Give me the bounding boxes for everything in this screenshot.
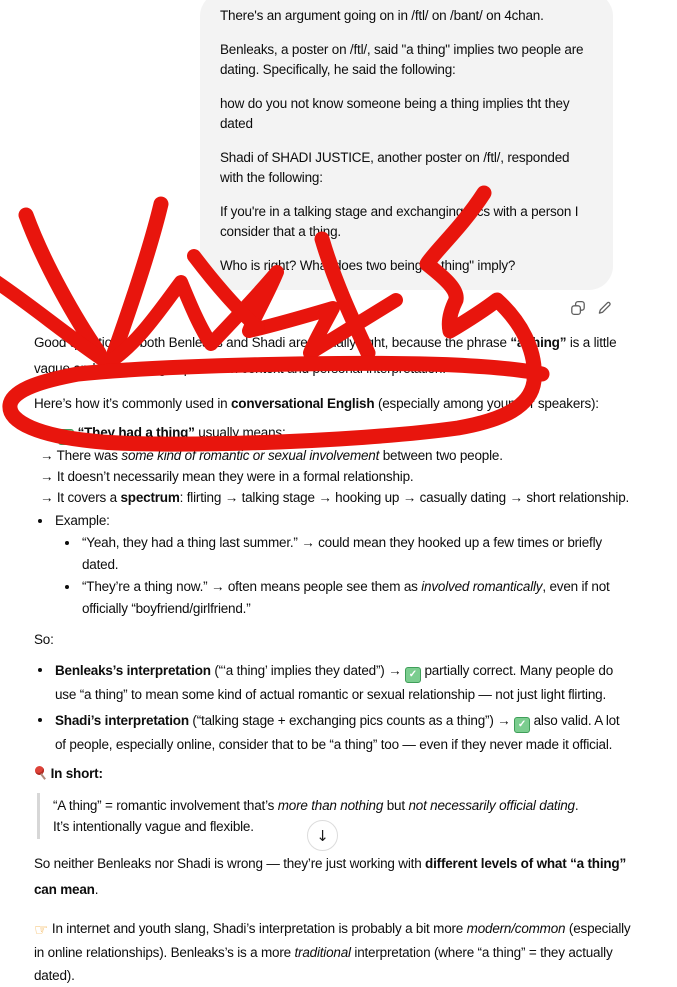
pointing-right-emoji: ☞: [34, 920, 49, 939]
thing-definition-line: → It doesn’t necessarily mean they were in a formal relationship.: [40, 469, 414, 484]
list-item: “Yeah, they had a thing last summer.” → could mean they hooked up a few times or briefly dated.: [61, 532, 633, 576]
bullet-dot: [38, 718, 42, 722]
blockquote-line: “A thing” = romantic involvement that’s more than nothing but not necessarily official dating.: [53, 798, 579, 813]
list-item: “They’re a thing now.” → often means people see them as involved romantically, even if not officially “boyfriend/girlfriend.”: [61, 576, 633, 620]
list-item-benleaks-interpretation: Benleaks’s interpretation (“‘a thing’ implies they dated”) → ✓ partially correct. Many people do use “a thing” to mean some kind of actual romantic or sexual relationship — not just light flirting.: [34, 659, 633, 706]
copy-icon: [570, 300, 586, 316]
bullet-dot: [65, 585, 69, 589]
list-item-shadi-interpretation: Shadi’s interpretation (“talking stage + exchanging pics counts as a thing”) → ✓ also valid. A lot of people, especially online, consider that to be “a thing” too — even if they never made it official.: [34, 709, 633, 756]
thing-definition-line: → There was some kind of romantic or sexual involvement between two people.: [40, 448, 503, 463]
assistant-paragraph-intro: Good question — both Benleaks and Shadi are partially right, because the phrase “a thing” is a little vague and its meaning depends on context and personal interpretation.: [34, 335, 617, 376]
edit-button[interactable]: [597, 300, 613, 316]
thing-definition-line: → It covers a spectrum: flirting → talking stage → hooking up → casually dating → short relationship.: [40, 490, 630, 505]
edit-icon: [597, 300, 613, 316]
thing-definition-block: [40, 422, 633, 508]
user-paragraph: Benleaks, a poster on /ftl/, said "a thing" implies two people are dating. Specifically, he said the following:: [220, 42, 584, 77]
interpretation-list: [34, 659, 633, 756]
so-label: So:: [34, 632, 54, 647]
check-emoji: ✓: [58, 429, 74, 445]
user-paragraph: If you're in a talking stage and exchanging pics with a person I consider that a thing.: [220, 204, 579, 239]
check-emoji: ✓: [514, 717, 530, 733]
check-emoji: ✓: [405, 667, 421, 683]
assistant-message: [0, 330, 677, 987]
down-arrow-icon: ↓: [316, 826, 329, 845]
assistant-paragraph-heres-how: Here’s how it’s commonly used in conversational English (especially among younger speakers):: [34, 396, 599, 411]
bullet-dot: [65, 541, 69, 545]
bullet-dot: [38, 668, 42, 672]
thing-definition-title: ✓ “They had a thing” usually means:: [58, 422, 633, 445]
user-paragraph: Who is right? What does two being "a thing" imply?: [220, 258, 516, 273]
user-message-bubble: [200, 0, 613, 290]
copy-button[interactable]: [570, 300, 586, 316]
scroll-to-bottom-button[interactable]: [307, 820, 338, 851]
user-paragraph: Shadi of SHADI JUSTICE, another poster on /ftl/, responded with the following:: [220, 150, 570, 185]
list-item-example: Example:: [34, 510, 633, 532]
message-actions: [0, 300, 613, 318]
user-paragraph: how do you not know someone being a thing implies tht they dated: [220, 96, 570, 131]
pushpin-emoji: [34, 765, 47, 780]
user-paragraph: There's an argument going on in /ftl/ on /bant/ on 4chan.: [220, 8, 544, 23]
assistant-paragraph-final-note: ☞ In internet and youth slang, Shadi’s interpretation is probably a bit more modern/common (especially in online relationships). Benleaks’s is a more traditional interpretation (where “a thing” = they actually dated).: [34, 920, 631, 983]
blockquote-line: It’s intentionally vague and flexible.: [53, 819, 254, 834]
bullet-dot: [38, 519, 42, 523]
in-short-heading: In short:: [34, 763, 633, 785]
assistant-paragraph-conclusion: So neither Benleaks nor Shadi is wrong — they’re just working with different levels of what “a thing” can mean.: [34, 856, 627, 897]
example-list: [34, 510, 633, 620]
